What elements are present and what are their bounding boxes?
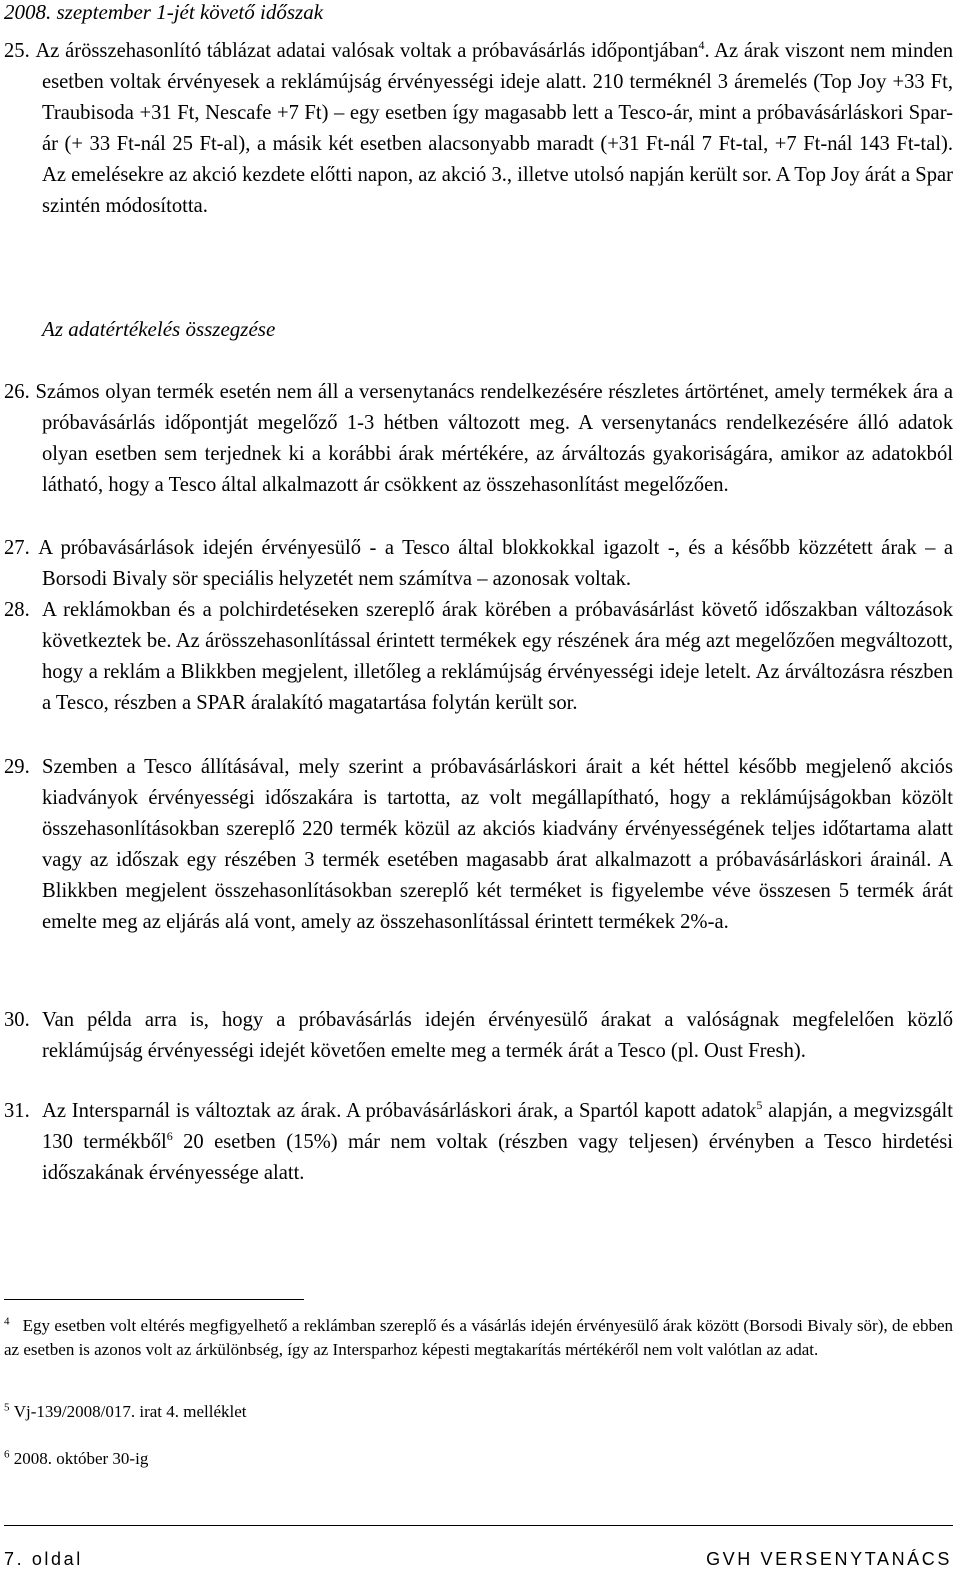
paragraph-text: alapján, a megvizsgált 130 termékből <box>42 1100 953 1153</box>
paragraph-number: 30. <box>4 1009 30 1031</box>
paragraph-number: 27. <box>4 537 30 559</box>
paragraph-text: 20 esetben (15%) már nem voltak (részben vagy teljesen) érvényben a Tesco hirdetési időszakának érvényessége alatt. <box>42 1131 953 1184</box>
paragraph-text: Az árösszehasonlító táblázat adatai valósak voltak a próbavásárlás időpontjában <box>35 40 699 62</box>
paragraph-number: 25. <box>4 40 30 62</box>
paragraph-number: 31. <box>4 1100 30 1122</box>
paragraph-29: Szemben a Tesco állításával, mely szerint a próbavásárláskori árait a két héttel később megjelenő akciós kiadványok érvényességi időszakára is tartotta, az volt megállapítható, hogy a reklámújságokban közölt összehasonlításokban szereplő 220 termék közül az akciós kiadvány érvényességének teljes időtartama alatt vagy az időszak egy részében 3 termék esetében magasabb árat alkalmazott a próbavásárláskori árainál. A Blikkben megjelent összehasonlításokban szereplő két terméket is figyelembe véve összesen 5 termék árát emelte meg az eljárás alá vont, amely az összehasonlítással érintett termékek 2%-a. <box>42 756 953 933</box>
paragraph-text: A próbavásárlások idején érvényesülő - a Tesco által blokkokkal igazolt -, és a később közzétett árak – a Borsodi Bivaly sör speciális helyzetét nem számítva – azonosak voltak. <box>38 537 953 590</box>
footnote-text: Egy esetben volt eltérés megfigyelhető a reklámban szereplő és a vásárlás idején érvényesülő árak között (Borsodi Bivaly sör), de ebben az esetben is azonos volt az árkülönbség, így az Intersparhoz képesti megtakarítás mértékéről nem volt valótlan az adat. <box>4 1316 954 1359</box>
paragraph-text: Számos olyan termék esetén nem áll a versenytanács rendelkezésére részletes ártörténet, amely termékek ára a próbavásárlás időpontját megelőző 1-3 hétben változott meg. A versenytanács rendelkezésére álló adatok olyan esetben sem terjednek ki a korábbi árak mértékére, az árváltozás gyakoriságára, amikor az adatokból látható, hogy a Tesco által alkalmazott ár csökkent az összehasonlítást megelőzően. <box>35 381 953 496</box>
footnote-divider <box>4 1299 304 1300</box>
paragraph-25 <box>4 36 954 222</box>
footnote-ref-4[interactable]: 4 <box>698 38 705 53</box>
footer-divider <box>4 1525 953 1526</box>
footnote-text: Vj-139/2008/017. irat 4. melléklet <box>13 1402 247 1421</box>
paragraph-28: A reklámokban és a polchirdetéseken szereplő árak körében a próbavásárlást követő időszakban változások következtek be. Az árösszehasonlítással érintett termékek egy részének ára még azt megelőzően megváltozott, hogy a reklám a Blikkben megjelent, illetőleg a reklámújság érvényességi ideje letelt. Az árváltozásra részben a Tesco, részben a SPAR áralakító magatartása folytán került sor. <box>42 599 953 714</box>
footnote-number: 6 <box>4 1448 10 1461</box>
paragraph-number: 29. <box>4 756 30 778</box>
paragraph-26 <box>4 377 953 501</box>
paragraph-number: 28. <box>4 599 30 621</box>
footnote-4 <box>4 1314 953 1362</box>
paragraph-text: . Az árak viszont nem minden esetben voltak érvényesek a reklámújság érvényességi ideje alatt. 210 terméknél 3 áremelés (Top Joy +33 Ft, Traubisoda +31 Ft, Nescafe +7 Ft) – egy esetben így magasabb lett a Tesco-ár, mint a próbavásárláskori Spar-ár (+ 33 Ft-nál 25 Ft-al), a másik két esetben alacsonyabb maradt (+31 Ft-nál 7 Ft-tal, +7 Ft-nál 143 Ft-tal). Az emelésekre az akció kezdete előtti napon, az akció 3., illetve utolsó napján került sor. A Top Joy árát a Spar szintén módosította. <box>42 40 954 217</box>
summary-heading: Az adatértékelés összegzése <box>42 317 276 341</box>
paragraph-text: Az Intersparnál is változtak az árak. A próbavásárláskori árak, a Spartól kapott adatok <box>42 1100 757 1122</box>
paragraph-27 <box>4 533 953 595</box>
footer-organization: GVH VERSENYTANÁCS <box>706 1549 952 1569</box>
footnote-ref-5[interactable]: 5 <box>756 1098 763 1113</box>
paragraph-30: Van példa arra is, hogy a próbavásárlás idején érvényesülő árakat a valóságnak megfelelően közlő reklámújság érvényességi idejét követően emelte meg a termék árát a Tesco (pl. Oust Fresh). <box>42 1009 953 1062</box>
footnote-text: 2008. október 30-ig <box>13 1449 149 1468</box>
paragraph-31 <box>42 1096 953 1189</box>
footnote-number: 4 <box>4 1315 10 1328</box>
footnote-6 <box>4 1447 953 1471</box>
footnote-ref-6[interactable]: 6 <box>166 1129 173 1144</box>
paragraph-number: 26. <box>4 381 30 403</box>
section-heading: 2008. szeptember 1-jét követő időszak <box>4 0 324 24</box>
footnote-5 <box>4 1400 953 1424</box>
footnote-number: 5 <box>4 1401 10 1414</box>
page-number: 7. oldal <box>4 1549 83 1569</box>
